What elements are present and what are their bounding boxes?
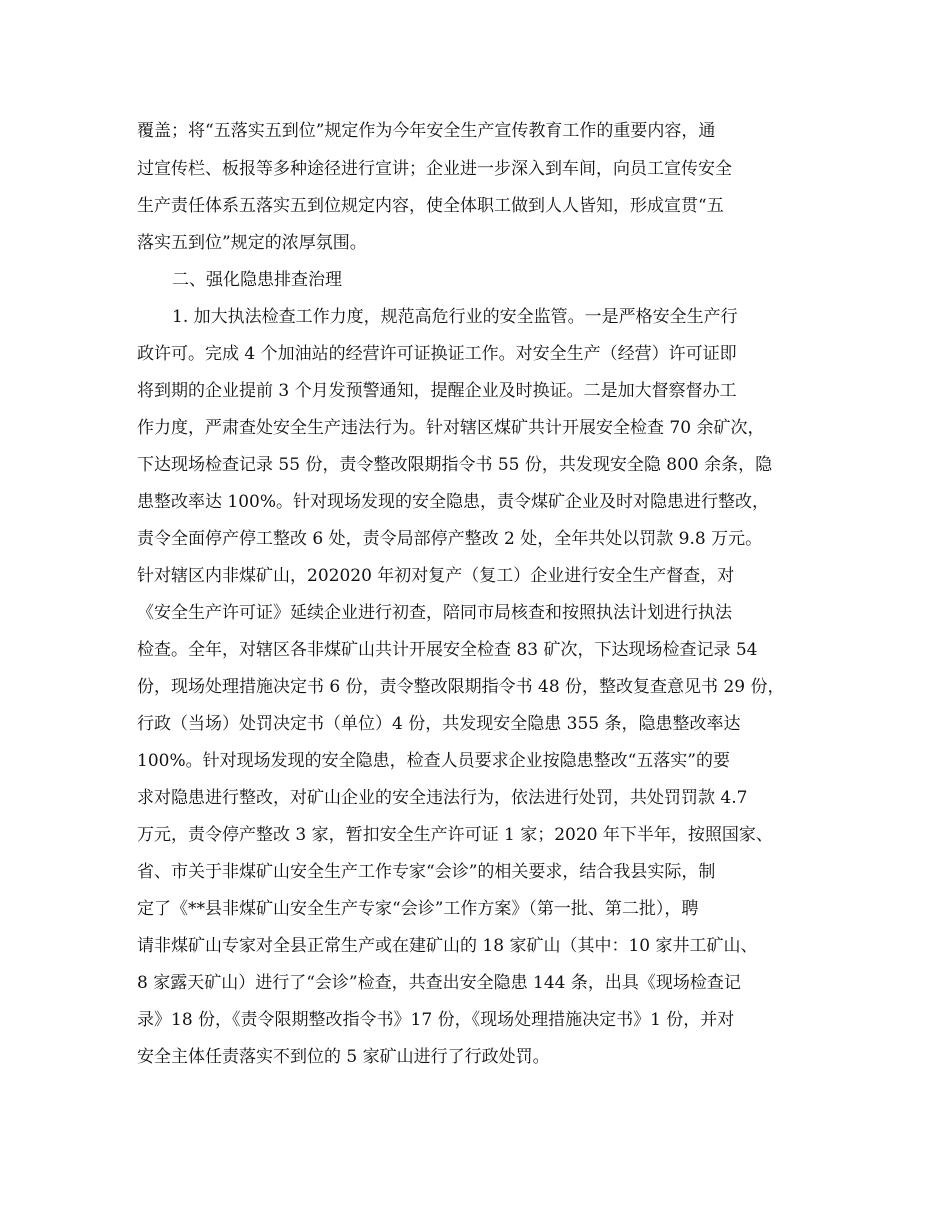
- text-line: 份，现场处理措施决定书 6 份，责令整改限期指令书 48 份，整改复查意见书 29 份，: [137, 677, 785, 697]
- text-line: 过宣传栏、板报等多种途径进行宣讲；企业进一步深入到车间，向员工宣传安全: [137, 159, 732, 179]
- text-line: 万元，责令停产整改 3 家，暂扣安全生产许可证 1 家；2020 年下半年，按照国家、: [137, 825, 773, 845]
- text-line: 100%。针对现场发现的安全隐患，检查人员要求企业按隐患整改“五落实”的要: [137, 751, 730, 771]
- section-heading: 二、强化隐患排查治理: [172, 270, 342, 290]
- text-line: 检查。全年，对辖区各非煤矿山共计开展安全检查 83 矿次，下达现场检查记录 54: [137, 640, 758, 660]
- text-line: 将到期的企业提前 3 个月发预警通知，提醒企业及时换证。二是加大督察督办工: [137, 381, 737, 401]
- text-line: 患整改率达 100%。针对现场发现的安全隐患，责令煤矿企业及时对隐患进行整改，: [137, 492, 770, 512]
- text-line: 责令全面停产停工整改 6 处，责令局部停产整改 2 处，全年共处以罚款 9.8 万元。: [137, 529, 763, 549]
- text-line: 请非煤矿山专家对全县正常生产或在建矿山的 18 家矿山（其中：10 家井工矿山、: [137, 936, 758, 956]
- text-line: 8 家露天矿山）进行了“会诊”检查，共查出安全隐患 144 条，出具《现场检查记: [137, 973, 741, 993]
- text-line: 1. 加大执法检查工作力度，规范高危行业的安全监管。一是严格安全生产行: [172, 307, 738, 327]
- text-line: 作力度，严肃查处安全生产违法行为。针对辖区煤矿共计开展安全检查 70 余矿次，: [137, 418, 765, 438]
- text-line: 安全主体任责落实不到位的 5 家矿山进行了行政处罚。: [137, 1047, 550, 1067]
- text-line: 《安全生产许可证》延续企业进行初查，陪同市局核查和按照执法计划进行执法: [137, 603, 732, 623]
- text-line: 求对隐患进行整改，对矿山企业的安全违法行为，依法进行处罚，共处罚罚款 4.7: [137, 788, 748, 808]
- text-line: 省、市关于非煤矿山安全生产工作专家“会诊”的相关要求，结合我县实际，制: [137, 862, 716, 882]
- text-line: 定了《**县非煤矿山安全生产专家“会诊”工作方案》（第一批、第二批），聘: [137, 899, 699, 919]
- text-line: 下达现场检查记录 55 份，责令整改限期指令书 55 份，共发现安全隐 800 余条，隐: [137, 455, 773, 475]
- text-line: 行政（当场）处罚决定书（单位）4 份，共发现安全隐患 355 条，隐患整改率达: [137, 714, 741, 734]
- text-line: 录》18 份，《责令限期整改指令书》17 份，《现场处理措施决定书》1 份，并对: [137, 1010, 735, 1030]
- text-line: 落实五到位”规定的浓厚氛围。: [137, 233, 367, 253]
- text-line: 覆盖；将“五落实五到位”规定作为今年安全生产宣传教育工作的重要内容，通: [137, 121, 716, 141]
- text-line: 针对辖区内非煤矿山，202020 年初对复产（复工）企业进行安全生产督查，对: [137, 566, 735, 586]
- text-line: 生产责任体系五落实五到位规定内容，使全体职工做到人人皆知，形成宣贯“五: [137, 196, 724, 216]
- text-line: 政许可。完成 4 个加油站的经营许可证换证工作。对安全生产（经营）许可证即: [137, 344, 737, 364]
